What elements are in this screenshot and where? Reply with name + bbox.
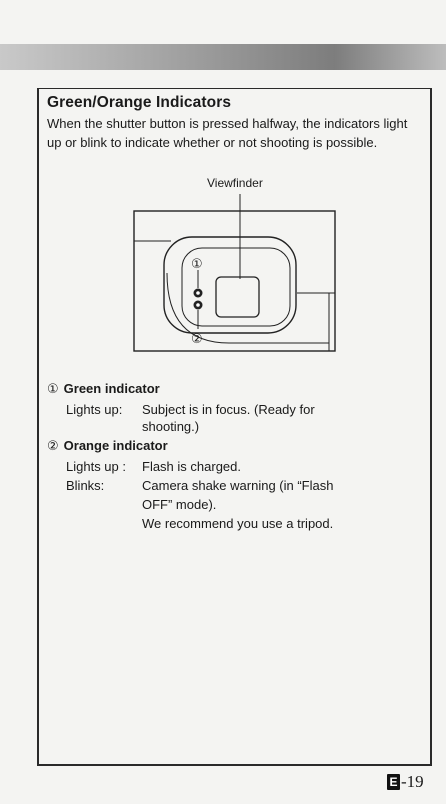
content-box (37, 88, 432, 634)
header-bar (0, 44, 446, 70)
item-title: Green indicator (63, 381, 160, 396)
orange-indicator-heading (47, 438, 168, 454)
green-indicator-heading (47, 381, 160, 397)
page-number (387, 772, 424, 792)
item-number: ② (47, 438, 59, 453)
viewfinder-label: Viewfinder (207, 176, 263, 190)
callout-2: ② (191, 332, 203, 347)
row-key: Lights up: (66, 402, 123, 417)
body-step-line (297, 293, 335, 351)
row-value: Flash is charged. (142, 459, 241, 474)
viewfinder-window (216, 277, 259, 317)
row-value: OFF” mode). (142, 497, 217, 512)
intro-paragraph: When the shutter button is pressed halfway, the indicators light up or blink to indicate whether or not shooting is possible. (47, 116, 408, 150)
row-key: Blinks: (66, 478, 105, 493)
viewfinder-diagram (129, 193, 339, 355)
page-number-text: -19 (401, 772, 424, 791)
row-value: Camera shake warning (in “Flash (142, 478, 334, 493)
callout-1: ① (191, 257, 203, 272)
item-number: ① (47, 381, 59, 396)
row-value: shooting.) (142, 419, 200, 434)
row-key: Lights up : (66, 459, 126, 474)
language-badge: E (387, 774, 400, 790)
eyepiece-outer (164, 237, 296, 333)
row-value: Subject is in focus. (Ready for (142, 402, 315, 417)
item-title: Orange indicator (63, 438, 168, 453)
section-heading: Green/Orange Indicators (47, 94, 232, 111)
row-value: We recommend you use a tripod. (142, 516, 334, 531)
